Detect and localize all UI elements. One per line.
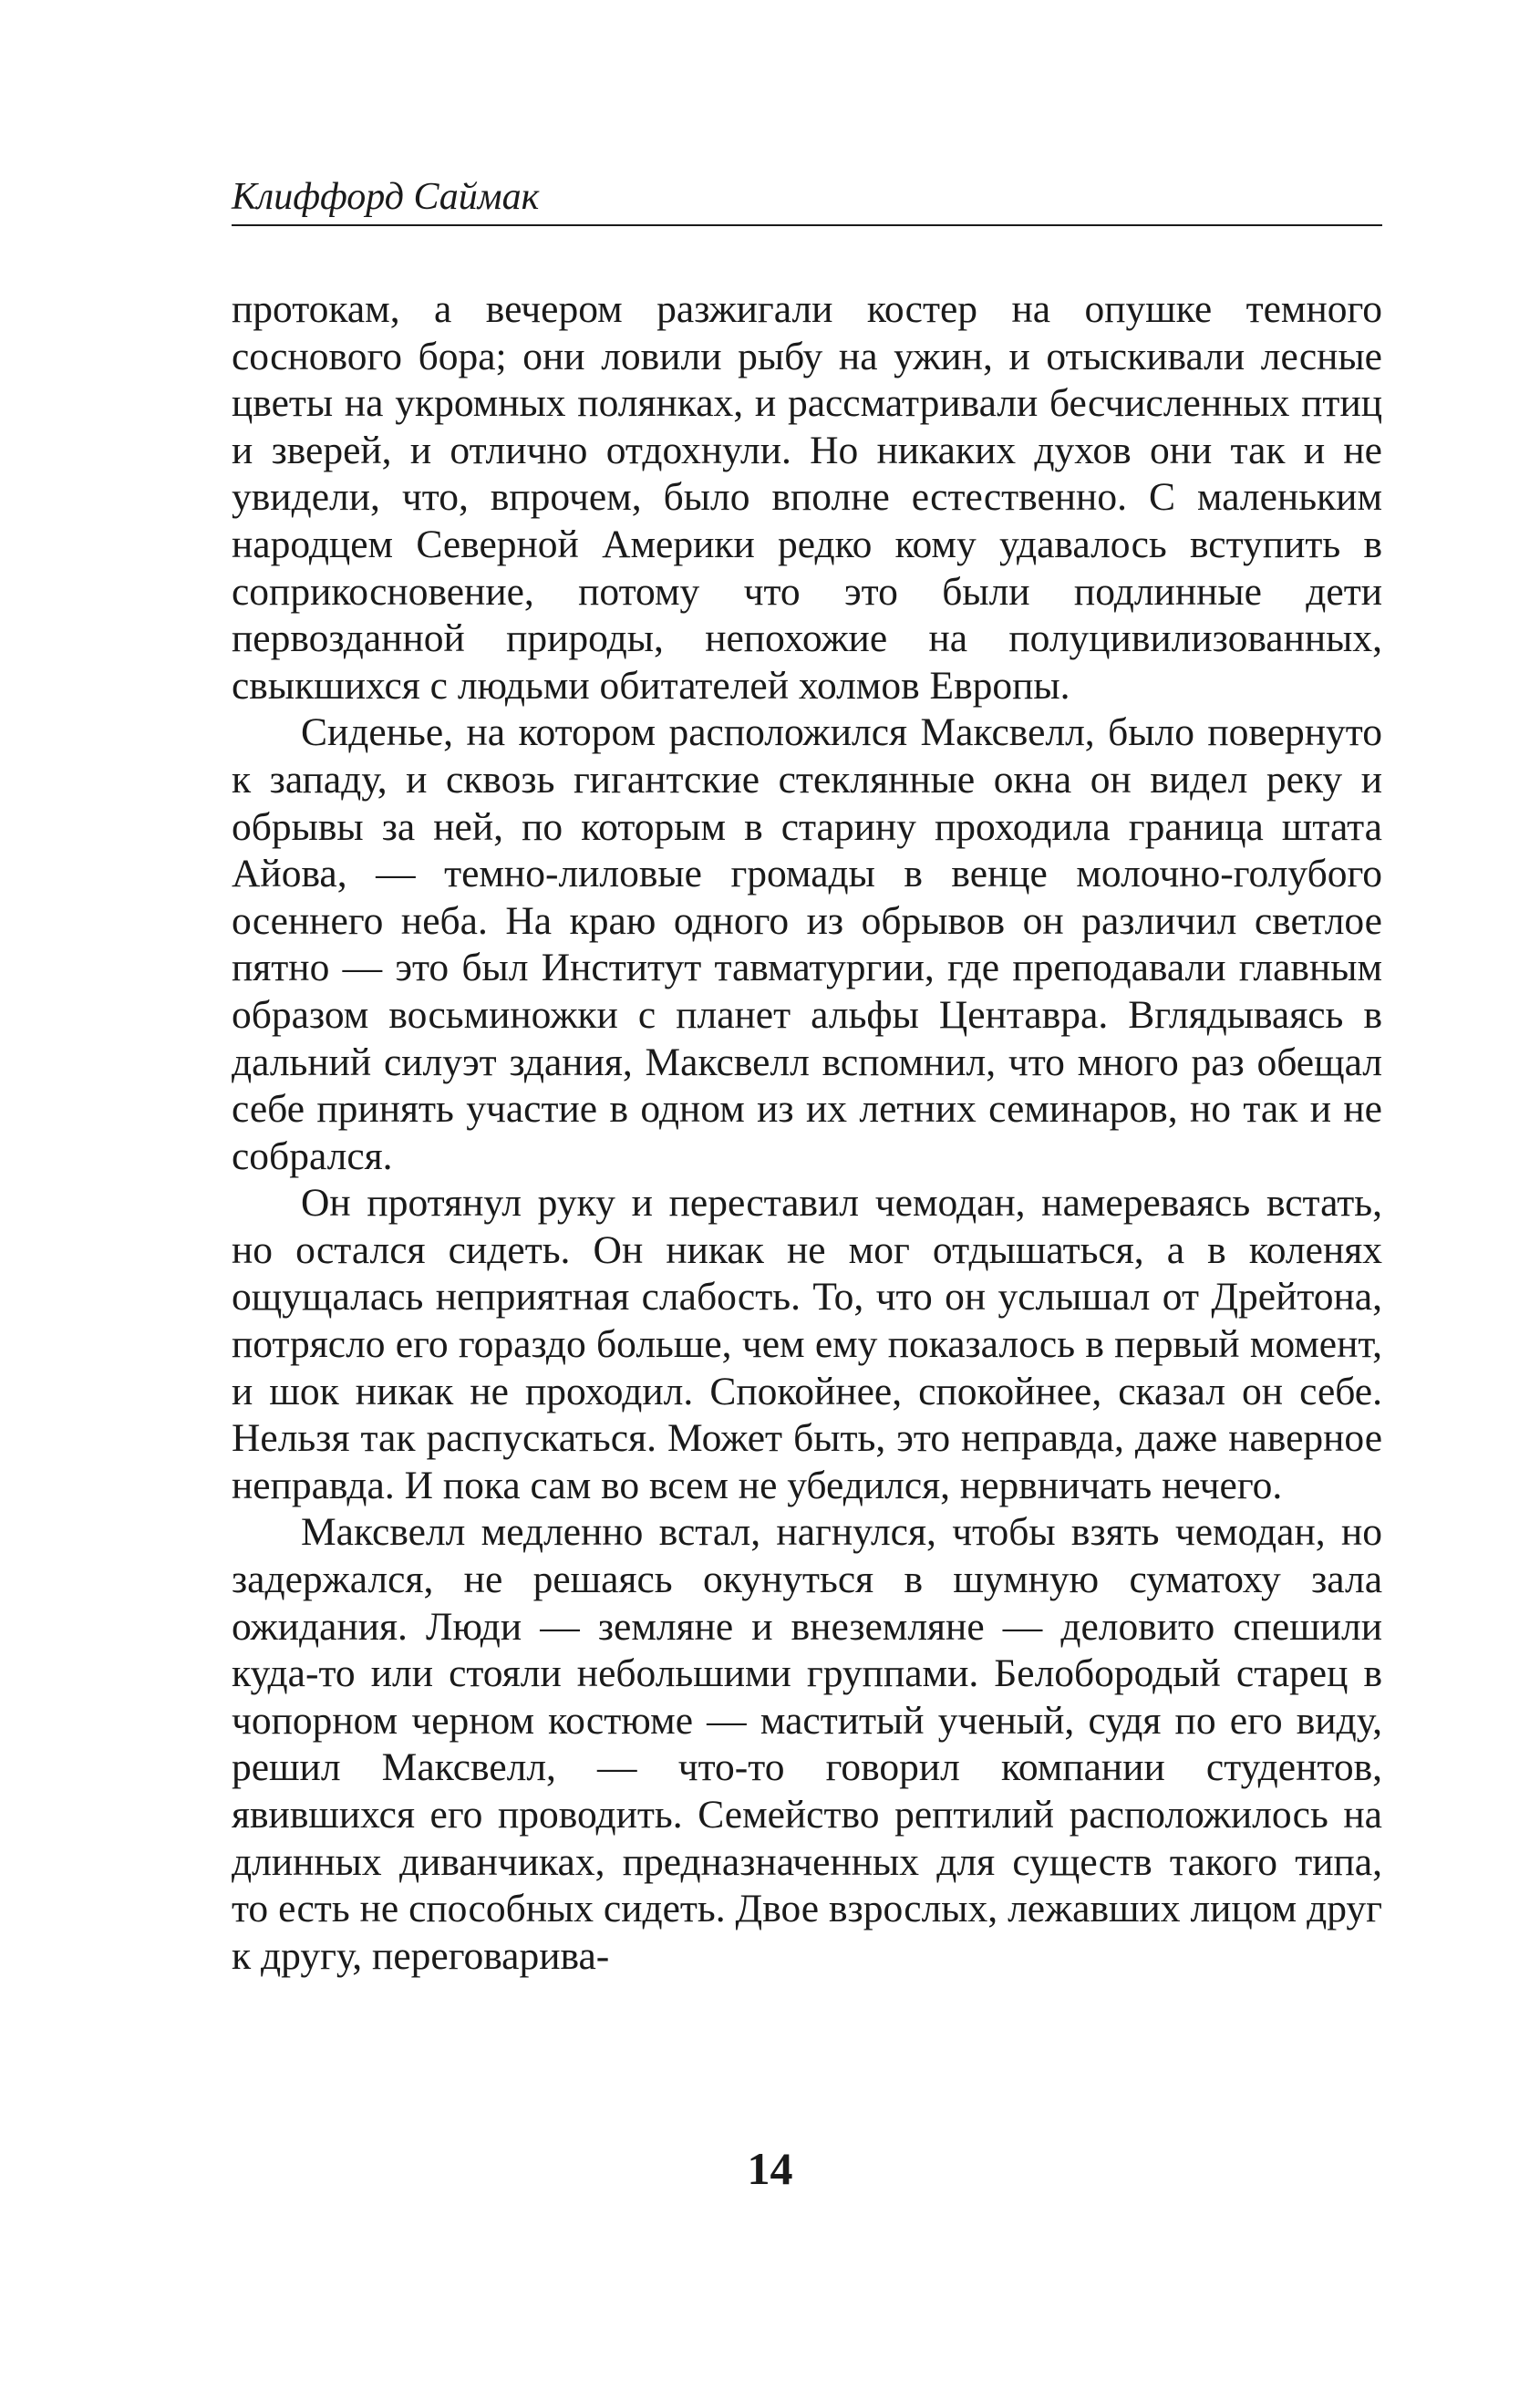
running-header: Клиффорд Саймак — [232, 173, 1382, 226]
paragraph: Сиденье, на котором расположился Максвелл, было повернуто к западу, и сквозь гигантские стеклянные окна он видел реку и обрывы за ней, по которым в старину проходила граница штата Айова, — темно-лиловые громады в венце молочно-голубого осеннего неба. На краю одного из обрывов он различил светлое пятно — это был Институт тавматургии, где преподавали главным образом восьминожки с планет альфы Центавра. Вглядываясь в дальний силуэт здания, Максвелл вспомнил, что много раз обещал себе принять участие в одном из их летних семинаров, но так и не собрался. — [232, 710, 1382, 1178]
paragraph: Он протянул руку и переставил чемодан, намереваясь встать, но остался сидеть. Он никак не мог отдышаться, а в коленях ощущалась неприятная слабость. То, что он услышал от Дрейтона, потрясло его гораздо больше, чем ему показалось в первый момент, и шок никак не проходил. Спокойнее, спокойнее, сказал он себе. Нельзя так распускаться. Может быть, это неправда, даже наверное неправда. И пока сам во всем не убедился, нервничать нечего. — [232, 1181, 1382, 1507]
book-page — [232, 173, 1382, 1980]
body-text — [232, 286, 1382, 1980]
paragraph: Максвелл медленно встал, нагнулся, чтобы взять чемодан, но задержался, не решаясь окунуться в шумную суматоху зала ожидания. Люди — земляне и внеземляне — деловито спешили куда-то или стояли небольшими группами. Белобородый старец в чопорном черном костюме — маститый ученый, судя по его виду, решил Максвелл, — что-то говорил компании студентов, явившихся его проводить. Семейство рептилий расположилось на длинных диванчиках, предназначенных для существ такого типа, то есть не способных сидеть. Двое взрослых, лежавших лицом друг к другу, переговарива- — [232, 1510, 1382, 1978]
paragraph: протокам, а вечером разжигали костер на опушке темного соснового бора; они ловили рыбу на ужин, и отыскивали лесные цветы на укромных полянках, и рассматривали бесчисленных птиц и зверей, и отлично отдохнули. Но никаких духов они так и не увидели, что, впрочем, было вполне естественно. С маленьким народцем Северной Америки редко кому удавалось вступить в соприкосновение, потому что это были подлинные дети первозданной природы, непохожие на полуцивилизованных, свыкшихся с людьми обитателей холмов Европы. — [232, 287, 1382, 708]
page-number: 14 — [747, 2143, 793, 2194]
